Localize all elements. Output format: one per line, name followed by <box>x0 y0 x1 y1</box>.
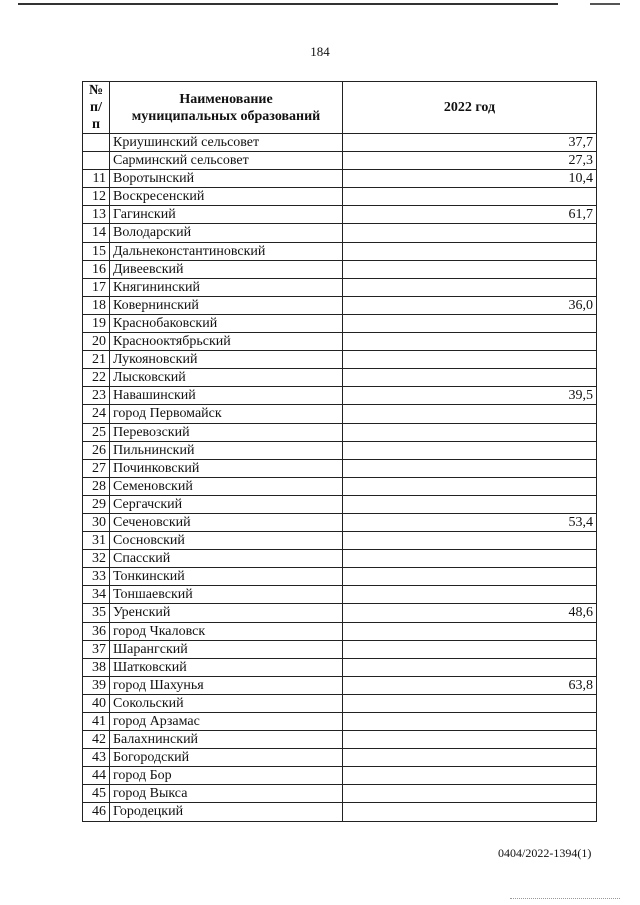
table-row <box>83 170 597 188</box>
row-name: Сергачский <box>110 495 343 513</box>
row-value <box>343 694 597 712</box>
row-value <box>343 586 597 604</box>
row-number: 36 <box>83 622 110 640</box>
row-number: 25 <box>83 423 110 441</box>
row-name: Сеченовский <box>110 513 343 531</box>
bottom-marks <box>510 898 620 900</box>
row-number: 11 <box>83 170 110 188</box>
row-value <box>343 224 597 242</box>
row-number: 28 <box>83 477 110 495</box>
row-number <box>83 152 110 170</box>
row-name: Лукояновский <box>110 351 343 369</box>
table-row <box>83 152 597 170</box>
row-name: Починковский <box>110 459 343 477</box>
row-name: Ковернинский <box>110 296 343 314</box>
row-number: 26 <box>83 441 110 459</box>
table-row <box>83 550 597 568</box>
table-row <box>83 658 597 676</box>
row-name: город Выкса <box>110 785 343 803</box>
row-value: 53,4 <box>343 513 597 531</box>
row-value: 10,4 <box>343 170 597 188</box>
table-row <box>83 459 597 477</box>
row-value <box>343 369 597 387</box>
row-number: 23 <box>83 387 110 405</box>
table-row <box>83 423 597 441</box>
row-name: город Первомайск <box>110 405 343 423</box>
row-number: 16 <box>83 260 110 278</box>
table-row <box>83 586 597 604</box>
header-num: № п/п <box>83 82 110 134</box>
table-row <box>83 785 597 803</box>
row-name: Навашинский <box>110 387 343 405</box>
row-value <box>343 333 597 351</box>
row-name: Перевозский <box>110 423 343 441</box>
table-row <box>83 260 597 278</box>
row-number: 18 <box>83 296 110 314</box>
row-name: Краснобаковский <box>110 314 343 332</box>
row-name: Воскресенский <box>110 188 343 206</box>
row-number: 45 <box>83 785 110 803</box>
document-code: 0404/2022-1394(1) <box>498 846 592 860</box>
row-value: 48,6 <box>343 604 597 622</box>
row-value <box>343 658 597 676</box>
table-row <box>83 278 597 296</box>
row-name: Криушинский сельсовет <box>110 134 343 152</box>
table-row <box>83 731 597 749</box>
table-row <box>83 694 597 712</box>
row-number <box>83 134 110 152</box>
row-name: Балахнинский <box>110 731 343 749</box>
row-number: 17 <box>83 278 110 296</box>
row-value: 37,7 <box>343 134 597 152</box>
row-value <box>343 477 597 495</box>
row-number: 32 <box>83 550 110 568</box>
row-value <box>343 314 597 332</box>
table-header-row <box>83 82 597 134</box>
row-name: Шарангский <box>110 640 343 658</box>
row-name: Гагинский <box>110 206 343 224</box>
row-number: 46 <box>83 803 110 821</box>
row-name: Тоншаевский <box>110 586 343 604</box>
table-row <box>83 676 597 694</box>
row-value <box>343 550 597 568</box>
table-row <box>83 441 597 459</box>
row-number: 29 <box>83 495 110 513</box>
table-row <box>83 188 597 206</box>
row-value: 63,8 <box>343 676 597 694</box>
row-name: Сосновский <box>110 532 343 550</box>
row-name: город Бор <box>110 767 343 785</box>
table-row <box>83 749 597 767</box>
row-number: 20 <box>83 333 110 351</box>
row-value <box>343 622 597 640</box>
row-name: Шатковский <box>110 658 343 676</box>
table-row <box>83 242 597 260</box>
row-number: 41 <box>83 713 110 731</box>
row-name: Городецкий <box>110 803 343 821</box>
row-name: Дивеевский <box>110 260 343 278</box>
row-value: 39,5 <box>343 387 597 405</box>
table-row <box>83 622 597 640</box>
row-value <box>343 441 597 459</box>
row-number: 19 <box>83 314 110 332</box>
table-row <box>83 224 597 242</box>
row-number: 39 <box>83 676 110 694</box>
row-number: 21 <box>83 351 110 369</box>
row-number: 15 <box>83 242 110 260</box>
row-value <box>343 767 597 785</box>
row-value <box>343 749 597 767</box>
row-name: Володарский <box>110 224 343 242</box>
row-number: 44 <box>83 767 110 785</box>
row-number: 33 <box>83 568 110 586</box>
row-value <box>343 188 597 206</box>
row-number: 40 <box>83 694 110 712</box>
row-value <box>343 242 597 260</box>
row-number: 24 <box>83 405 110 423</box>
row-name: Тонкинский <box>110 568 343 586</box>
row-value <box>343 351 597 369</box>
table-row <box>83 314 597 332</box>
row-value <box>343 532 597 550</box>
municipal-data-table <box>82 81 597 822</box>
table-row <box>83 369 597 387</box>
table-row <box>83 803 597 821</box>
row-number: 37 <box>83 640 110 658</box>
top-border-line <box>18 3 558 5</box>
row-name: Княгининский <box>110 278 343 296</box>
row-name: город Чкаловск <box>110 622 343 640</box>
table-row <box>83 333 597 351</box>
row-name: Уренский <box>110 604 343 622</box>
table-row <box>83 206 597 224</box>
row-number: 43 <box>83 749 110 767</box>
table-row <box>83 713 597 731</box>
row-value <box>343 423 597 441</box>
row-value <box>343 785 597 803</box>
row-value: 36,0 <box>343 296 597 314</box>
table-row <box>83 477 597 495</box>
row-number: 14 <box>83 224 110 242</box>
table-row <box>83 387 597 405</box>
page-number: 184 <box>310 44 330 59</box>
row-name: Сокольский <box>110 694 343 712</box>
row-value <box>343 405 597 423</box>
row-value <box>343 278 597 296</box>
row-name: Семеновский <box>110 477 343 495</box>
table-row <box>83 513 597 531</box>
header-year: 2022 год <box>343 82 597 134</box>
table-row <box>83 134 597 152</box>
row-number: 13 <box>83 206 110 224</box>
row-number: 35 <box>83 604 110 622</box>
table-row <box>83 767 597 785</box>
row-value <box>343 459 597 477</box>
row-number: 27 <box>83 459 110 477</box>
table-row <box>83 640 597 658</box>
table-row <box>83 296 597 314</box>
row-number: 31 <box>83 532 110 550</box>
row-value <box>343 568 597 586</box>
row-value: 61,7 <box>343 206 597 224</box>
row-value <box>343 731 597 749</box>
table-row <box>83 495 597 513</box>
row-name: Воротынский <box>110 170 343 188</box>
header-name: Наименование муниципальных образований <box>110 82 343 134</box>
row-number: 42 <box>83 731 110 749</box>
table-body <box>83 134 597 822</box>
row-number: 34 <box>83 586 110 604</box>
row-number: 22 <box>83 369 110 387</box>
top-border-line-right <box>590 3 620 5</box>
row-name: город Арзамас <box>110 713 343 731</box>
row-name: Пильнинский <box>110 441 343 459</box>
table-row <box>83 604 597 622</box>
table-row <box>83 532 597 550</box>
row-name: город Шахунья <box>110 676 343 694</box>
row-name: Сарминский сельсовет <box>110 152 343 170</box>
row-name: Краснооктябрьский <box>110 333 343 351</box>
row-name: Лысковский <box>110 369 343 387</box>
row-number: 38 <box>83 658 110 676</box>
row-value <box>343 803 597 821</box>
table-row <box>83 568 597 586</box>
table-row <box>83 351 597 369</box>
row-value <box>343 640 597 658</box>
row-value: 27,3 <box>343 152 597 170</box>
row-number: 12 <box>83 188 110 206</box>
row-value <box>343 260 597 278</box>
row-name: Дальнеконстантиновский <box>110 242 343 260</box>
table-row <box>83 405 597 423</box>
row-value <box>343 713 597 731</box>
row-name: Богородский <box>110 749 343 767</box>
row-value <box>343 495 597 513</box>
row-name: Спасский <box>110 550 343 568</box>
row-number: 30 <box>83 513 110 531</box>
